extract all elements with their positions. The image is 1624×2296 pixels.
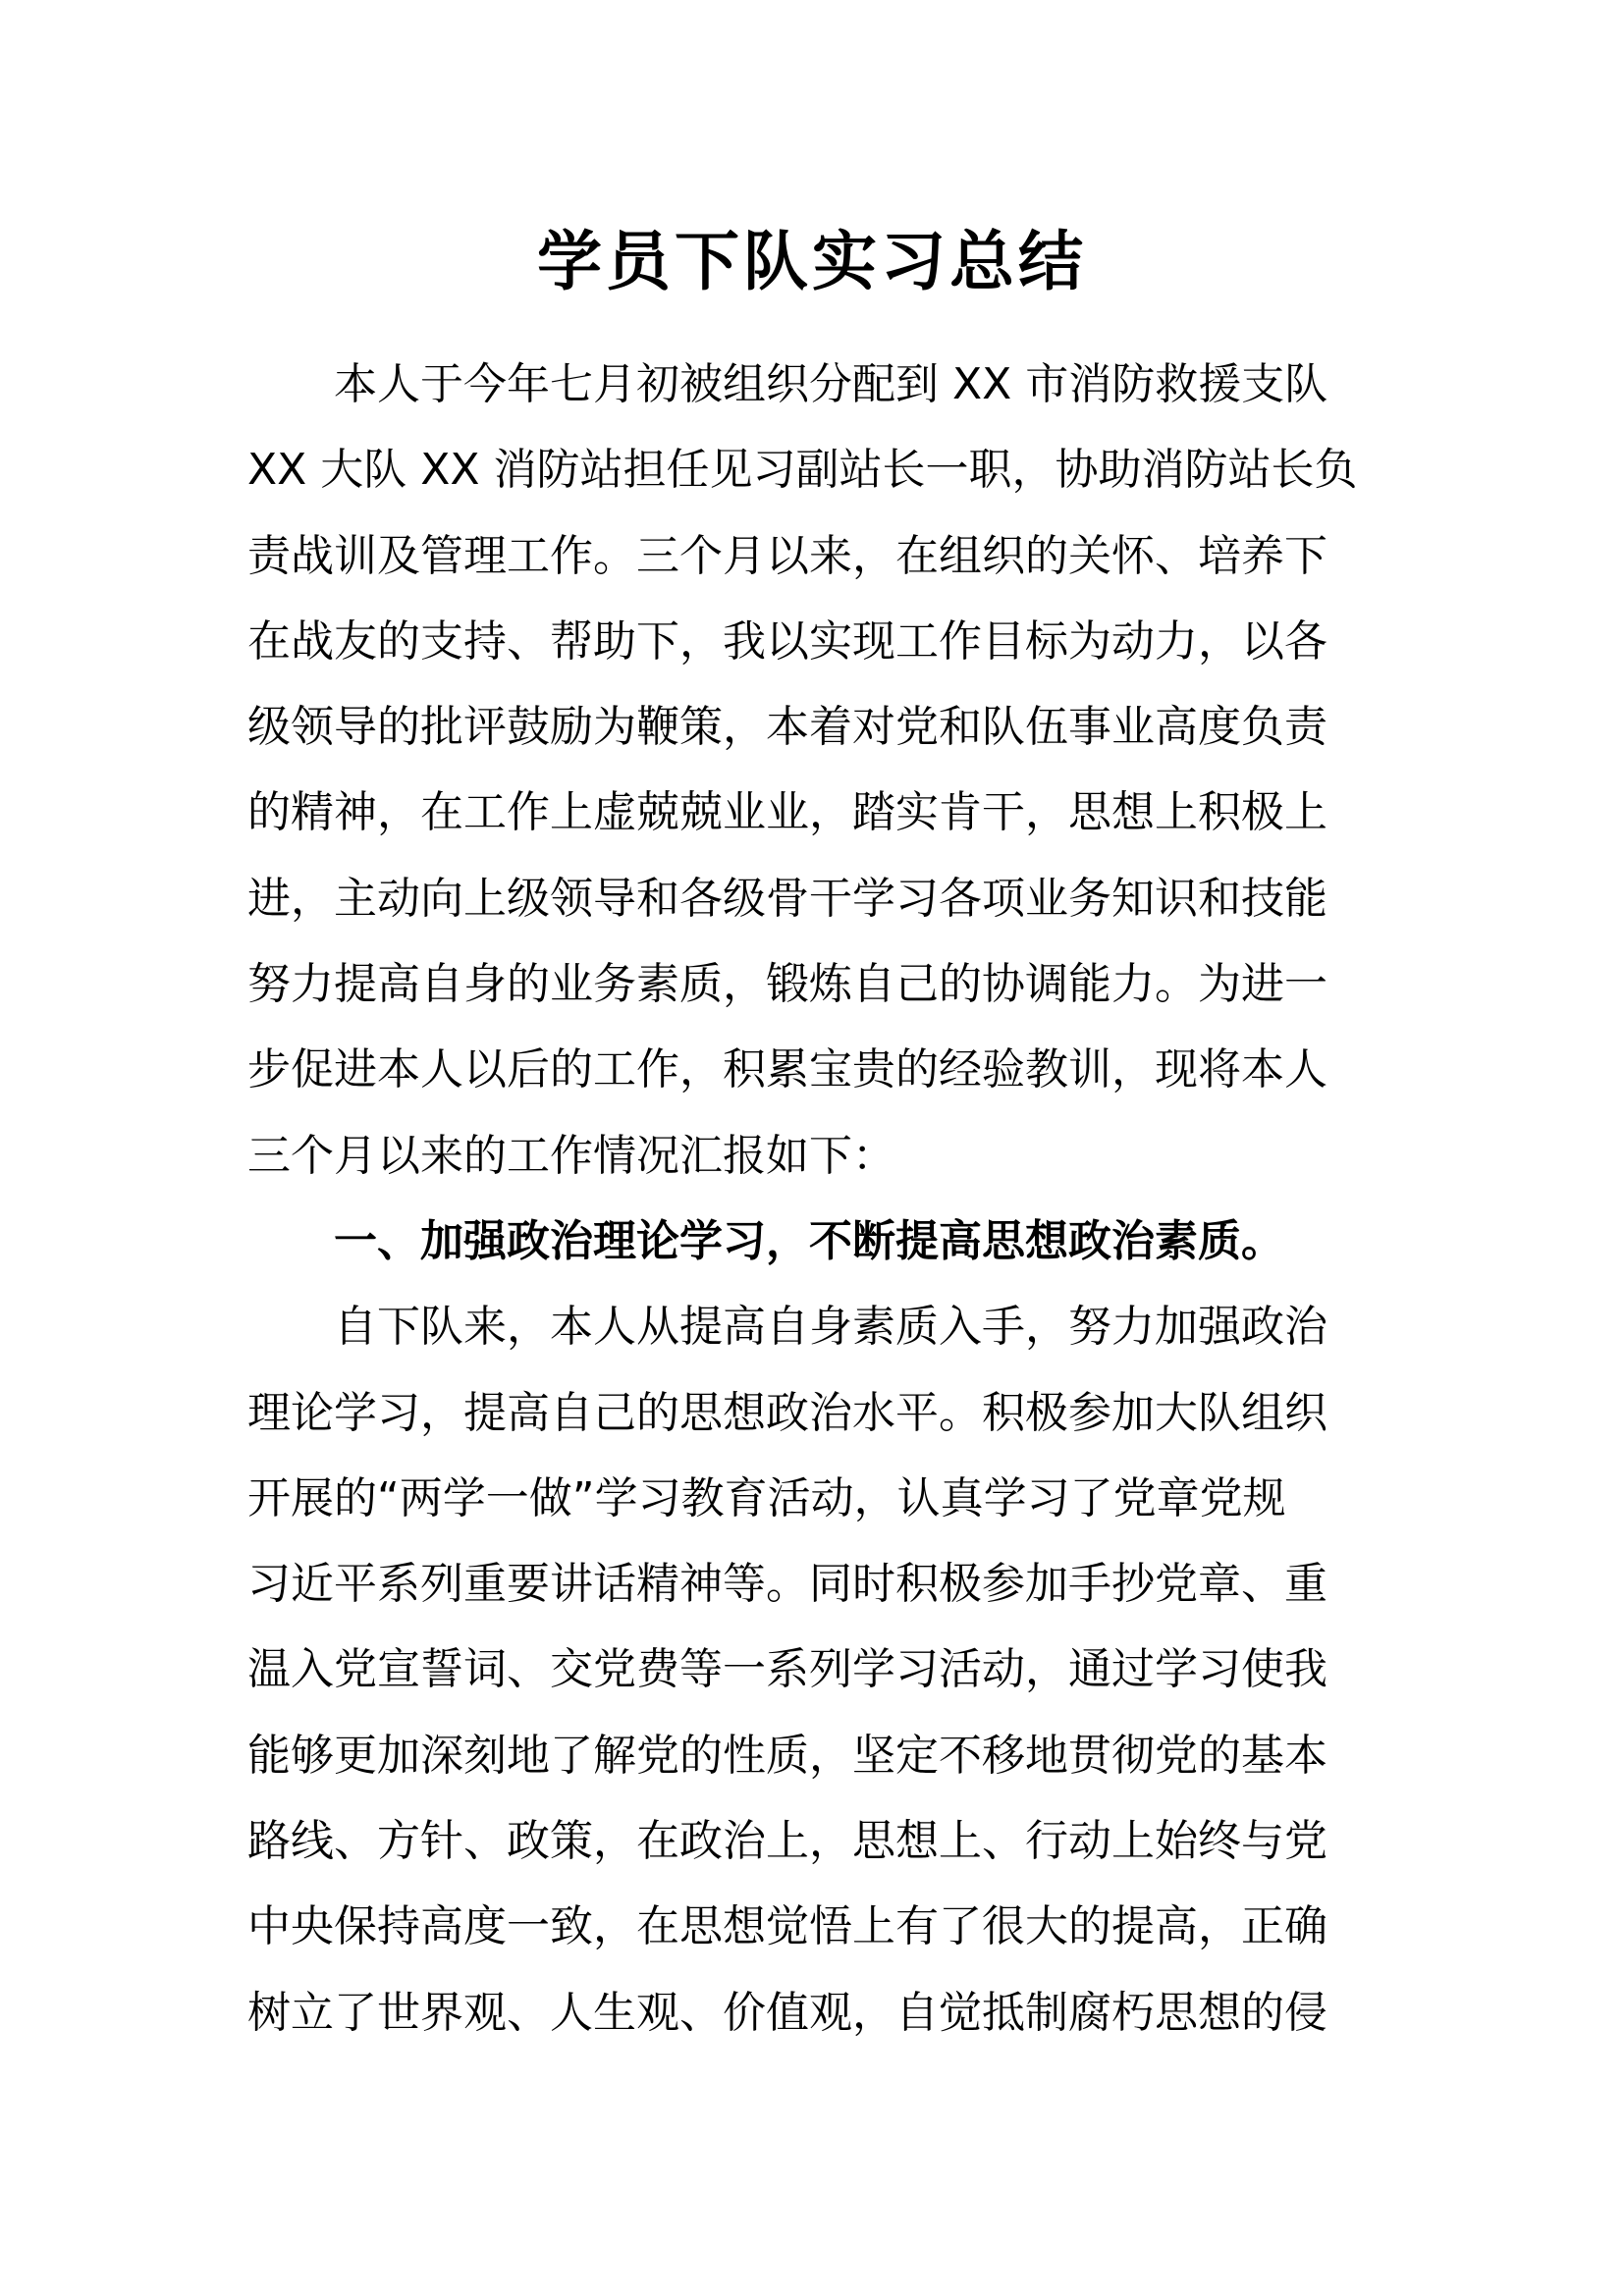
paragraph-line: 进，主动向上级领导和各级骨干学习各项业务知识和技能 bbox=[247, 873, 1327, 924]
paragraph-line: 在战友的支持、帮助下，我以实现工作目标为动力，以各 bbox=[247, 615, 1327, 667]
paragraph-line: 自下队来，本人从提高自身素质入手，努力加强政治 bbox=[334, 1302, 1327, 1353]
paragraph-line: 习近平系列重要讲话精神等。同时积极参加手抄党章、重 bbox=[247, 1559, 1327, 1610]
paragraph-line: 树立了世界观、人生观、价值观，自觉抵制腐朽思想的侵 bbox=[247, 1987, 1327, 2038]
paragraph-line: 步促进本人以后的工作，积累宝贵的经验教训，现将本人 bbox=[247, 1044, 1327, 1095]
paragraph-line: 本人于今年七月初被组织分配到 XX 市消防救援支队 bbox=[334, 359, 1328, 409]
paragraph-line: 级领导的批评鼓励为鞭策，本着对党和队伍事业高度负责 bbox=[247, 702, 1327, 753]
paragraph-line: 能够更加深刻地了解党的性质，坚定不移地贯彻党的基本 bbox=[247, 1730, 1327, 1781]
document-body bbox=[247, 342, 1386, 2056]
paragraph-line: 责战训及管理工作。三个月以来，在组织的关怀、培养下 bbox=[247, 530, 1327, 581]
paragraph-line: 开展的“两学一做”学习教育活动，认真学习了党章党规 bbox=[247, 1472, 1286, 1523]
paragraph-line: 努力提高自身的业务素质，锻炼自己的协调能力。为进一 bbox=[247, 959, 1327, 1010]
page-title: 学员下队实习总结 bbox=[537, 224, 1087, 299]
paragraph-line: 中央保持高度一致，在思想觉悟上有了很大的提高，正确 bbox=[247, 1901, 1327, 1952]
paragraph-line: 的精神，在工作上虚兢兢业业，踏实肯干，思想上积极上 bbox=[247, 787, 1327, 838]
paragraph-line: 三个月以来的工作情况汇报如下： bbox=[247, 1130, 895, 1181]
paragraph-line: XX 大队 XX 消防站担任见习副站长一职，协助消防站长负 bbox=[247, 445, 1358, 496]
section-heading: 一、加强政治理论学习，不断提高思想政治素质。 bbox=[334, 1215, 1284, 1266]
paragraph-line: 理论学习，提高自己的思想政治水平。积极参加大队组织 bbox=[247, 1387, 1327, 1438]
paragraph-line: 路线、方针、政策，在政治上，思想上、行动上始终与党 bbox=[247, 1816, 1327, 1867]
paragraph-line: 温入党宣誓词、交党费等一系列学习活动，通过学习使我 bbox=[247, 1644, 1327, 1695]
